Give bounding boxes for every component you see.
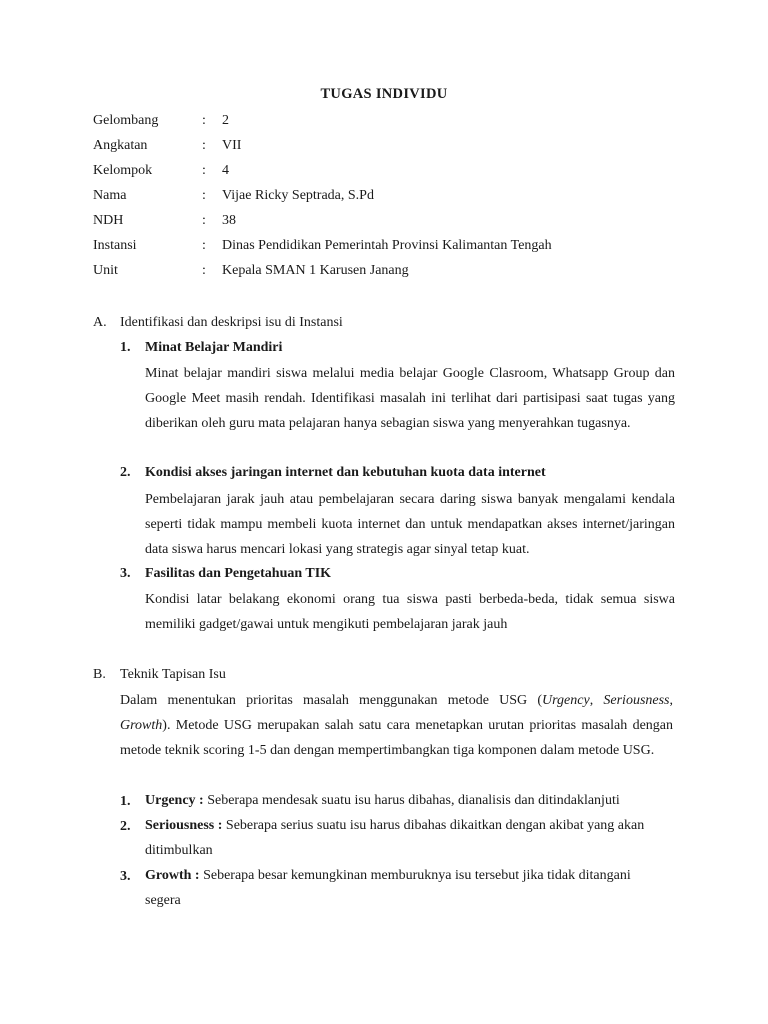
item-body: Kondisi latar belakang ekonomi orang tua siswa pasti berbeda-beda, tidak semua siswa memiliki gadget/gawai untuk mengikuti pembelajaran jarak jauh [145, 592, 675, 632]
section-b-intro [120, 688, 673, 763]
usg-description: Seberapa serius suatu isu harus dibahas dikaitkan dengan akibat yang akan ditimbulkan [145, 818, 645, 858]
section-title: Identifikasi dan deskripsi isu di Instansi [120, 315, 343, 330]
intro-separator: , [589, 693, 604, 708]
info-row-unit [93, 262, 653, 287]
usg-description: Seberapa mendesak suatu isu harus dibahas, dianalisis dan ditindaklanjuti [203, 793, 620, 808]
intro-term-seriousness: Seriousness [603, 693, 670, 708]
info-colon: : [202, 238, 206, 253]
info-row-nama [93, 187, 653, 212]
info-label: Kelompok [93, 163, 153, 178]
intro-term-growth: Growth [120, 718, 163, 733]
info-colon: : [202, 213, 206, 228]
usg-term: Urgency : [145, 793, 204, 808]
item-title: Minat Belajar Mandiri [145, 340, 283, 355]
page-title: TUGAS INDIVIDU [320, 86, 448, 102]
info-colon: : [202, 138, 206, 153]
info-colon: : [202, 188, 206, 203]
info-row-kelompok [93, 162, 653, 187]
info-value: Kepala SMAN 1 Karusen Janang [222, 263, 409, 278]
info-label: Nama [93, 188, 127, 203]
info-colon: : [202, 113, 206, 128]
item-body: Minat belajar mandiri siswa melalui media belajar Google Clasroom, Whatsapp Group dan Google Meet masih rendah. Identifikasi masalah ini terlihat dari partisipasi saat tugas yang diberikan oleh guru mata pelajaran hanya sebagian siswa yang menyerahkan tugasnya. [145, 366, 675, 431]
info-label: Angkatan [93, 138, 148, 153]
section-letter: A. [93, 315, 107, 330]
item-title: Kondisi akses jaringan internet dan kebutuhan kuota data internet [145, 465, 546, 480]
info-row-angkatan [93, 137, 653, 162]
info-value: 2 [222, 113, 229, 128]
item-number: 2. [120, 819, 131, 834]
info-label: Gelombang [93, 113, 159, 128]
item-title: Fasilitas dan Pengetahuan TIK [145, 566, 332, 581]
intro-text: ). Metode USG merupakan salah satu cara menetapkan urutan prioritas masalah dengan metode teknik scoring 1-5 dan dengan mempertimbangkan tiga komponen dalam metode USG. [120, 718, 673, 758]
item-number: 2. [120, 465, 131, 480]
info-value: 4 [222, 163, 229, 178]
usg-item-seriousness [145, 813, 673, 863]
info-value: Vijae Ricky Septrada, S.Pd [222, 188, 374, 203]
info-label: Unit [93, 263, 118, 278]
info-row-ndh [93, 212, 653, 237]
intro-term-urgency: Urgency [542, 693, 590, 708]
intro-text: Dalam menentukan prioritas masalah menggunakan metode USG ( [120, 693, 542, 708]
section-a-heading [93, 315, 693, 335]
item-body: Pembelajaran jarak jauh atau pembelajaran secara daring siswa banyak mengalami kendala seperti tidak mampu membeli kuota internet dan untuk mendapatkan akses internet/jaringan data siswa harus mencari lokasi yang strategis agar sinyal tetap kuat. [145, 492, 675, 557]
info-row-gelombang [93, 112, 653, 137]
section-title: Teknik Tapisan Isu [120, 667, 226, 682]
info-value: VII [222, 138, 242, 153]
item-number: 1. [120, 340, 131, 355]
usg-description: Seberapa besar kemungkinan memburuknya isu tersebut jika tidak ditangani segera [145, 868, 631, 908]
info-label: Instansi [93, 238, 137, 253]
usg-term: Seriousness : [145, 818, 223, 833]
identity-table [93, 112, 653, 287]
usg-term: Growth : [145, 868, 200, 883]
info-value: 38 [222, 213, 236, 228]
info-colon: : [202, 263, 206, 278]
section-b-heading [93, 667, 693, 687]
info-value: Dinas Pendidikan Pemerintah Provinsi Kalimantan Tengah [222, 238, 552, 253]
usg-item-urgency [145, 788, 673, 813]
info-label: NDH [93, 213, 124, 228]
section-letter: B. [93, 667, 106, 682]
info-row-instansi [93, 237, 653, 262]
intro-separator: , [669, 693, 674, 708]
item-number: 1. [120, 794, 131, 809]
item-number: 3. [120, 869, 131, 884]
item-number: 3. [120, 566, 131, 581]
usg-item-growth [145, 863, 635, 913]
info-colon: : [202, 163, 206, 178]
